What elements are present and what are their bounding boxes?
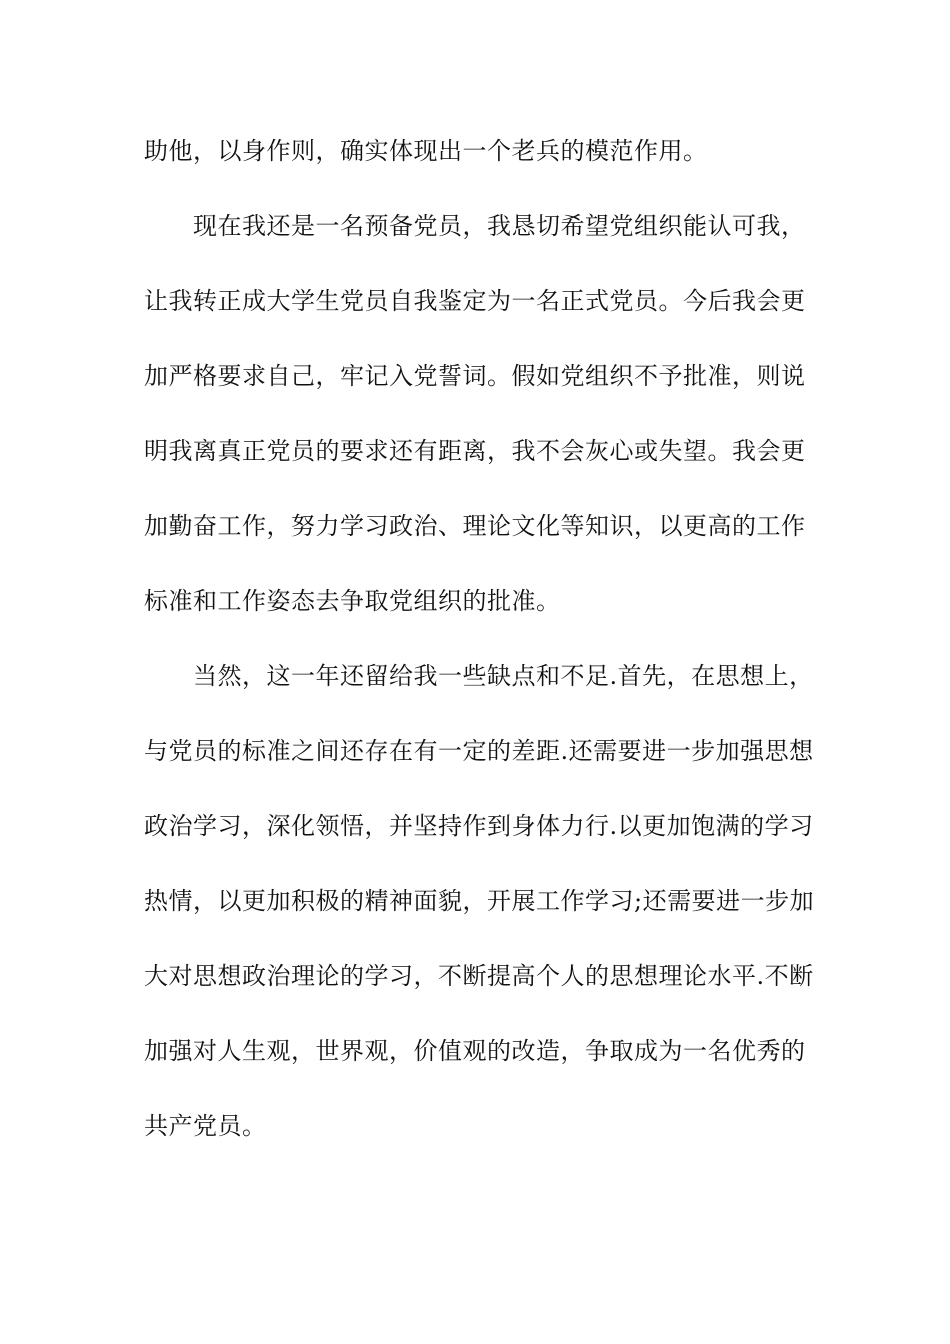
text-line: 当然，这一年还留给我一些缺点和不足.首先，在思想上，	[144, 662, 814, 690]
text-line: 现在我还是一名预备党员，我恳切希望党组织能认可我，	[144, 212, 806, 240]
text-line: 共产党员。	[144, 1112, 267, 1140]
text-line: 让我转正成大学生党员自我鉴定为一名正式党员。今后我会更	[144, 287, 806, 315]
text-line: 明我离真正党员的要求还有距离，我不会灰心或失望。我会更	[144, 437, 806, 465]
text-line: 助他，以身作则，确实体现出一个老兵的模范作用。	[144, 137, 708, 165]
body-text	[144, 126, 814, 1176]
text-line: 政治学习，深化领悟，并坚持作到身体力行.以更加饱满的学习	[144, 812, 814, 840]
text-line: 加勤奋工作，努力学习政治、理论文化等知识，以更高的工作	[144, 512, 806, 540]
text-line: 加强对人生观，世界观，价值观的改造，争取成为一名优秀的	[144, 1037, 806, 1065]
text-line: 大对思想政治理论的学习，不断提高个人的思想理论水平.不断	[144, 962, 814, 990]
text-line: 与党员的标准之间还存在有一定的差距.还需要进一步加强思想	[144, 737, 814, 765]
text-line: 热情，以更加积极的精神面貌，开展工作学习;还需要进一步加	[144, 887, 815, 915]
text-line: 加严格要求自己，牢记入党誓词。假如党组织不予批准，则说	[144, 362, 806, 390]
text-line: 标准和工作姿态去争取党组织的批准。	[144, 587, 561, 615]
